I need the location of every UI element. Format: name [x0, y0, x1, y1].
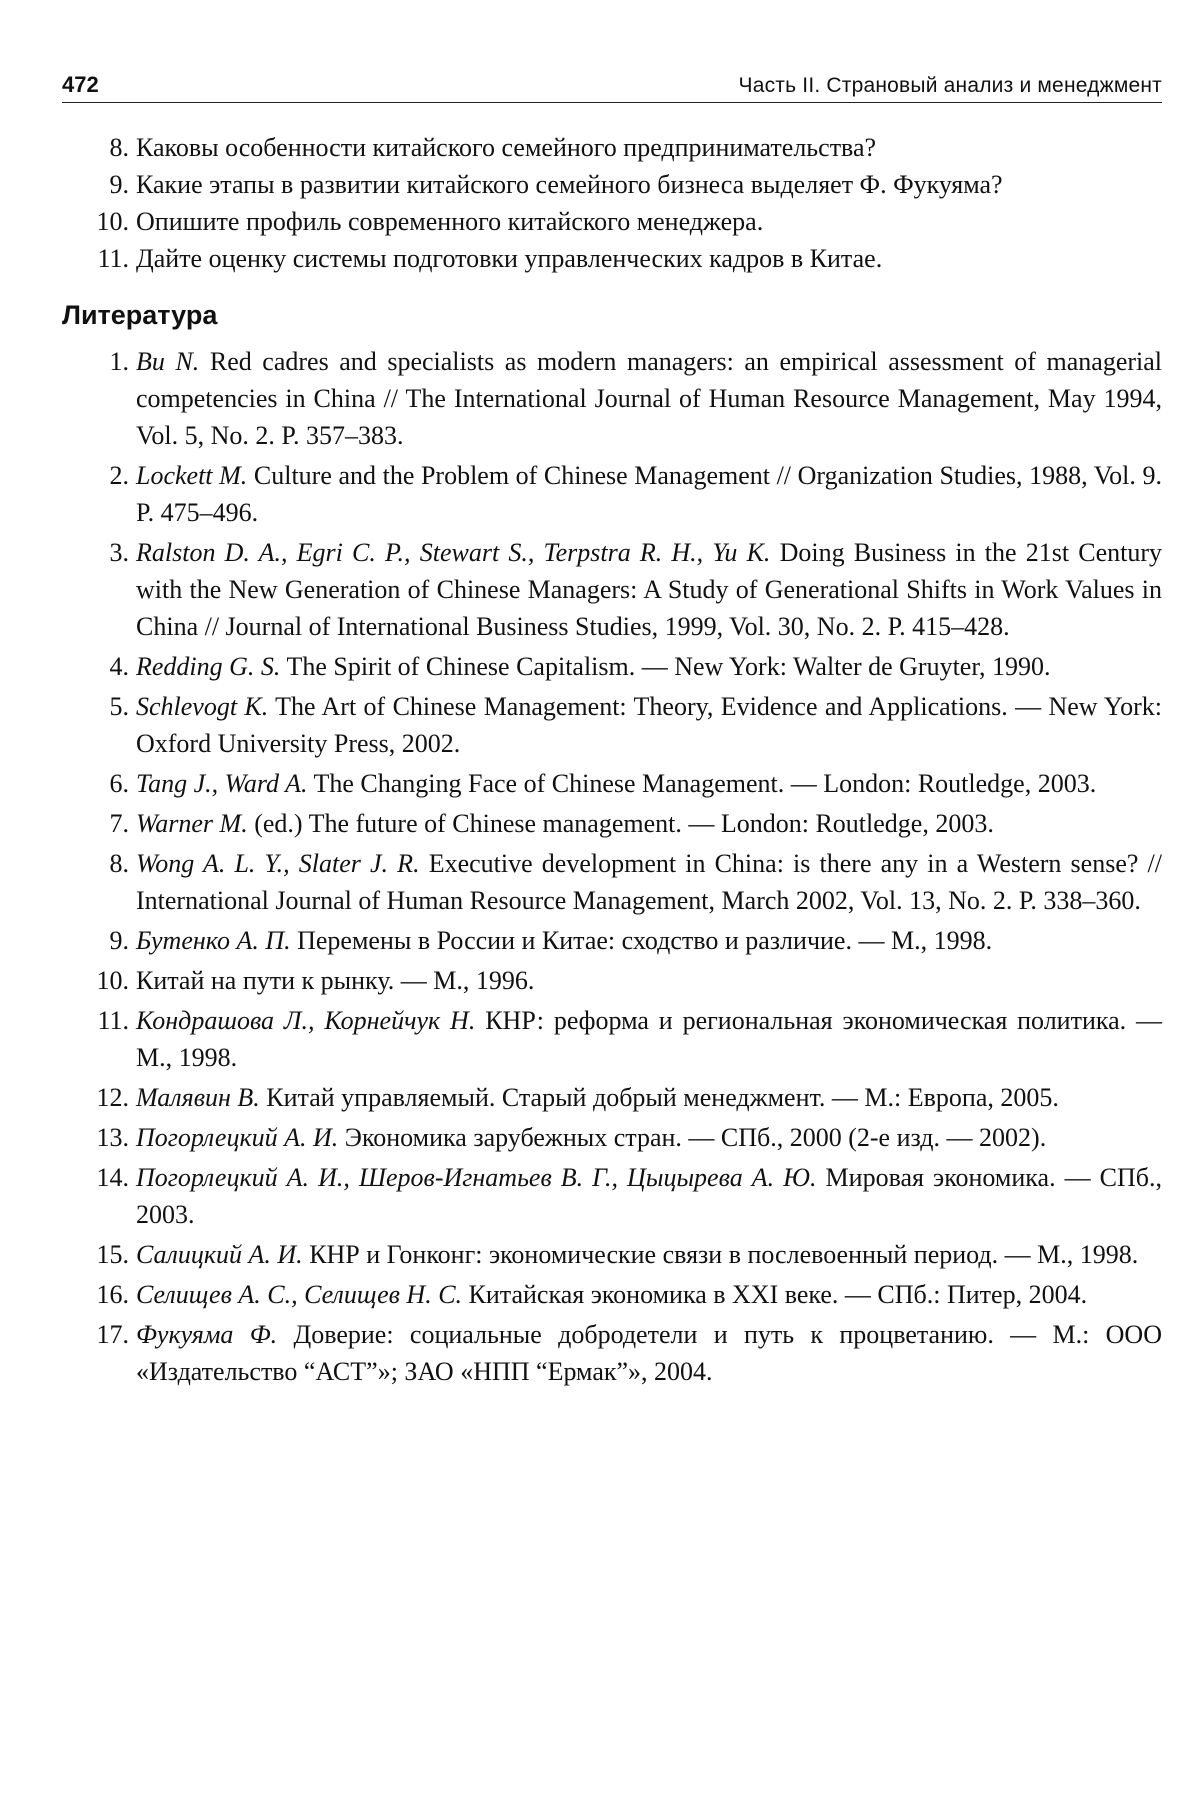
reference-number: 3. [109, 538, 129, 567]
reference-item [62, 1119, 1162, 1156]
questions-list [62, 129, 1162, 277]
reference-number: 17. [96, 1320, 129, 1349]
reference-number: 16. [96, 1280, 129, 1309]
question-body: Опишите профиль современного китайского менеджера. [136, 207, 764, 236]
reference-number: 11. [97, 1006, 129, 1035]
question-text [136, 166, 1162, 203]
reference-item [62, 805, 1162, 842]
question-text [136, 203, 1162, 240]
reference-body: Экономика зарубежных стран. — СПб., 2000 (2-е изд. — 2002). [338, 1123, 1047, 1152]
reference-author: Schlevogt K. [136, 692, 269, 721]
question-body: Каковы особенности китайского семейного предпринимательства? [136, 133, 877, 162]
reference-item [62, 1079, 1162, 1116]
reference-number: 6. [109, 769, 129, 798]
reference-item [62, 765, 1162, 802]
question-number: 9. [109, 170, 129, 199]
reference-body: Доверие: социальные добродетели и путь к процветанию. — М.: ООО «Издательство “АСТ”»; ЗАО «НПП “Ермак”», 2004. [136, 1320, 1162, 1386]
reference-item [62, 1276, 1162, 1313]
reference-body: Culture and the Problem of Chinese Management // Organization Studies, 1988, Vol. 9. P. 475–496. [136, 461, 1162, 527]
references-list [62, 343, 1162, 1390]
reference-item [62, 457, 1162, 531]
reference-number: 13. [96, 1123, 129, 1152]
question-item [62, 240, 1162, 277]
reference-body: (ed.) The future of Chinese management. — London: Routledge, 2003. [247, 809, 994, 838]
reference-number: 12. [96, 1083, 129, 1112]
reference-body: Executive development in China: is there any in a Western sense? // International Journal of Human Resource Management, March 2002, Vol. 13, No. 2. P. 338–360. [136, 849, 1162, 915]
reference-item [62, 1159, 1162, 1233]
reference-number: 7. [109, 809, 129, 838]
reference-body: Red cadres and specialists as modern managers: an empirical assessment of managerial competencies in China // The International Journal of Human Resource Management, May 1994, Vol. 5, No. 2. P. 357–383. [136, 347, 1163, 450]
reference-body: Китайская экономика в XXI веке. — СПб.: Питер, 2004. [462, 1280, 1088, 1309]
reference-author: Погорлецкий А. И., Шеров-Игнатьев В. Г., Цыцырева А. Ю. [136, 1163, 817, 1192]
reference-text [136, 1079, 1162, 1116]
reference-body: Мировая экономика. — СПб., 2003. [136, 1163, 1162, 1229]
book-page [62, 72, 1162, 1393]
question-text [136, 240, 1162, 277]
reference-author: Lockett M. [136, 461, 248, 490]
reference-body: Doing Business in the 21st Century with the New Generation of Chinese Managers: A Study of Generational Shifts in Work Values in China // Journal of International Business Studies, 1999, Vol. 30, No. 2. P. 415–428. [136, 538, 1162, 641]
reference-text [136, 845, 1162, 919]
reference-number: 14. [96, 1163, 129, 1192]
reference-author: Ralston D. A., Egri C. P., Stewart S., Terpstra R. H., Yu K. [136, 538, 771, 567]
reference-text [136, 688, 1162, 762]
reference-number: 15. [96, 1240, 129, 1269]
reference-body: Перемены в России и Китае: сходство и различие. — М., 1998. [290, 926, 993, 955]
reference-body: The Changing Face of Chinese Management. — London: Routledge, 2003. [307, 769, 1097, 798]
reference-item [62, 688, 1162, 762]
reference-author: Бутенко А. П. [136, 926, 291, 955]
question-item [62, 129, 1162, 166]
reference-body: КНР и Гонконг: экономические связи в послевоенный период. — М., 1998. [302, 1240, 1139, 1269]
reference-item [62, 962, 1162, 999]
reference-author: Фукуяма Ф. [136, 1320, 278, 1349]
reference-text [136, 1159, 1162, 1233]
reference-author: Салицкий А. И. [136, 1240, 303, 1269]
reference-item [62, 845, 1162, 919]
reference-author: Tang J., Ward A. [136, 769, 308, 798]
reference-item [62, 922, 1162, 959]
reference-author: Кондрашова Л., Корнейчук Н. [136, 1006, 476, 1035]
reference-number: 2. [109, 461, 129, 490]
reference-author: Bu N. [136, 347, 200, 376]
reference-body: The Art of Chinese Management: Theory, Evidence and Applications. — New York: Oxford University Press, 2002. [136, 692, 1162, 758]
question-body: Какие этапы в развитии китайского семейного бизнеса выделяет Ф. Фукуяма? [136, 170, 1003, 199]
section-title: Литература [62, 300, 218, 330]
reference-item [62, 1236, 1162, 1273]
reference-item [62, 1316, 1162, 1390]
reference-text [136, 457, 1162, 531]
reference-text [136, 343, 1162, 454]
reference-item [62, 343, 1162, 454]
question-text [136, 129, 1162, 166]
reference-item [62, 534, 1162, 645]
reference-text [136, 534, 1162, 645]
reference-item [62, 1002, 1162, 1076]
reference-text [136, 922, 1162, 959]
reference-number: 5. [109, 692, 129, 721]
page-number: 472 [62, 72, 99, 97]
reference-author: Селищев А. С., Селищев Н. С. [136, 1280, 463, 1309]
question-number: 10. [96, 207, 129, 236]
reference-item [62, 648, 1162, 685]
page-header [62, 72, 1162, 103]
question-item [62, 203, 1162, 240]
reference-text [136, 1002, 1162, 1076]
reference-number: 4. [109, 652, 129, 681]
reference-text [136, 1276, 1162, 1313]
reference-body: Китай управляемый. Старый добрый менеджмент. — М.: Европа, 2005. [259, 1083, 1059, 1112]
question-body: Дайте оценку системы подготовки управленческих кадров в Китае. [136, 244, 883, 273]
reference-text [136, 1119, 1162, 1156]
reference-number: 10. [96, 966, 129, 995]
reference-body: The Spirit of Chinese Capitalism. — New York: Walter de Gruyter, 1990. [280, 652, 1051, 681]
reference-text [136, 765, 1162, 802]
reference-body: КНР: реформа и региональная экономическая политика. — М., 1998. [136, 1006, 1163, 1072]
running-title: Часть II. Страновый анализ и менеджмент [738, 74, 1162, 97]
reference-body: Китай на пути к рынку. — М., 1996. [136, 966, 535, 995]
reference-text [136, 1236, 1162, 1273]
reference-author: Wong A. L. Y., Slater J. R. [136, 849, 420, 878]
question-number: 8. [109, 133, 129, 162]
reference-author: Погорлецкий А. И. [136, 1123, 339, 1152]
reference-number: 8. [109, 849, 129, 878]
reference-author: Малявин В. [136, 1083, 260, 1112]
reference-text [136, 648, 1162, 685]
reference-author: Warner M. [136, 809, 248, 838]
reference-text [136, 805, 1162, 842]
reference-number: 1. [109, 347, 129, 376]
reference-text [136, 1316, 1162, 1390]
question-number: 11. [97, 244, 129, 273]
reference-author: Redding G. S. [136, 652, 281, 681]
question-item [62, 166, 1162, 203]
reference-number: 9. [109, 926, 129, 955]
reference-text [136, 962, 1162, 999]
